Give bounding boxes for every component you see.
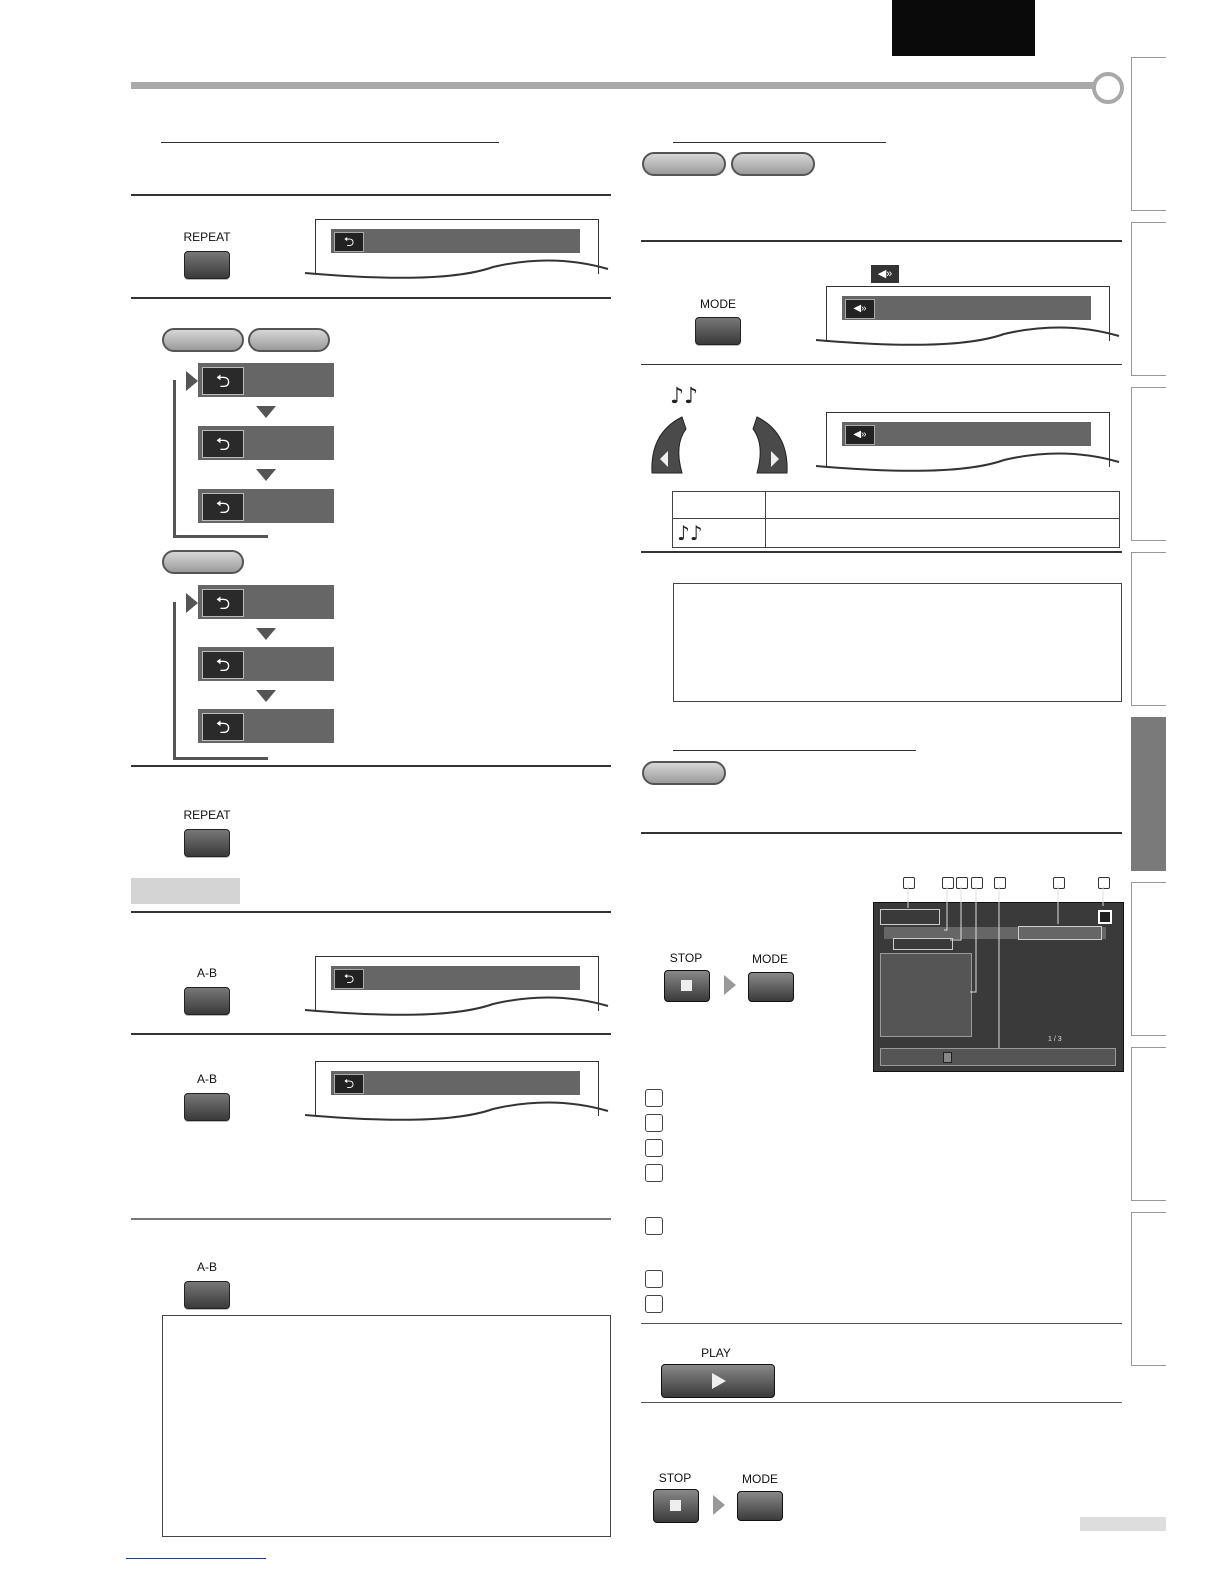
- mode-button-3[interactable]: [737, 1491, 783, 1521]
- left-heading-underline: [161, 142, 499, 143]
- table-row: [673, 492, 1120, 519]
- play-button[interactable]: [661, 1364, 775, 1398]
- right-rule-6: [641, 1402, 1122, 1403]
- mode-button-2[interactable]: [748, 972, 794, 1002]
- side-tab-3[interactable]: [1131, 387, 1166, 541]
- right-note-box: [673, 583, 1122, 702]
- repeat-arrow-icon: ⮌: [202, 713, 244, 741]
- table-row: [673, 519, 1120, 548]
- repeat-step-3: [198, 489, 334, 523]
- screen-curve: [303, 992, 613, 1022]
- disc-type-pill-6: [642, 761, 726, 785]
- legend-marker-5: [645, 1217, 663, 1235]
- side-tab-2[interactable]: [1131, 222, 1166, 376]
- down-arrow-icon: [256, 469, 276, 481]
- right-heading-underline-2: [673, 750, 916, 751]
- right-rule-4: [641, 832, 1122, 834]
- repeat-arrow-icon: ⮌: [334, 232, 364, 252]
- right-arrow-button[interactable]: [751, 415, 791, 475]
- disc-type-pill-3: [162, 550, 244, 574]
- then-arrow-icon: [724, 975, 736, 995]
- table-cell: [766, 492, 1120, 519]
- disc-type-pill-1: [162, 328, 244, 352]
- stop-label-1: STOP: [669, 951, 703, 965]
- legend-marker-4: [645, 1164, 663, 1182]
- ab-label-2: A-B: [196, 1072, 217, 1086]
- disc-type-pill-5: [731, 152, 815, 176]
- legend-marker-1: [645, 1089, 663, 1107]
- then-arrow-icon: [713, 1495, 725, 1515]
- right-heading-underline: [673, 142, 886, 143]
- down-arrow-icon: [256, 406, 276, 418]
- screen-curve: [303, 255, 613, 285]
- left-rule-3: [131, 765, 611, 767]
- stop-button-2[interactable]: [653, 1489, 699, 1523]
- stop-square-icon: [681, 980, 692, 991]
- footer-link-underline: [126, 1558, 266, 1559]
- repeat-arrow-icon: ⮌: [202, 589, 244, 617]
- stop-button-1[interactable]: [664, 970, 710, 1002]
- cycle-arrow-2: [186, 593, 198, 613]
- audio-speaker-icon: ◀»: [845, 299, 875, 319]
- repeat-label: REPEAT: [183, 230, 231, 244]
- audio-osd-bar-2: [842, 422, 1091, 446]
- mode-label-3: MODE: [742, 1472, 778, 1486]
- table-cell-music: ♪♪: [673, 519, 766, 548]
- repeat-arrow-icon: ⮌: [202, 367, 244, 395]
- ab-label-3: A-B: [196, 1260, 217, 1274]
- repeat-step-4: [198, 585, 334, 619]
- screen-curve: [814, 448, 1124, 478]
- screen-curve: [303, 1097, 613, 1127]
- right-rule-3: [641, 551, 1122, 553]
- repeat-arrow-icon: ⮌: [334, 969, 364, 989]
- ab-label-1: A-B: [196, 966, 217, 980]
- music-note-icon: ♪♪: [670, 384, 699, 409]
- cycle-arrow-1: [186, 371, 198, 391]
- disc-type-pill-2: [248, 328, 330, 352]
- section-heading-block: [131, 878, 240, 904]
- side-tab-1[interactable]: [1131, 57, 1166, 211]
- header-rule-circle: [1092, 72, 1124, 104]
- play-label: PLAY: [701, 1346, 731, 1360]
- file-list-page: 1 / 3: [1048, 1036, 1062, 1043]
- left-rule-2: [131, 297, 611, 299]
- repeat-step-2: [198, 426, 334, 460]
- repeat-step-6: [198, 709, 334, 743]
- header-black-tab: [892, 0, 1035, 56]
- audio-speaker-icon: ◀»: [845, 425, 875, 445]
- table-cell: [766, 519, 1120, 548]
- play-triangle-icon: [712, 1373, 726, 1389]
- side-tab-8[interactable]: [1131, 1212, 1166, 1366]
- legend-marker-7: [645, 1295, 663, 1313]
- repeat-button[interactable]: [184, 251, 230, 279]
- ab-button-3[interactable]: [184, 1281, 230, 1309]
- side-tab-5-active[interactable]: [1131, 717, 1166, 871]
- left-arrow-button[interactable]: [648, 415, 688, 475]
- legend-marker-6: [645, 1270, 663, 1288]
- ab-osd-bar-2: [331, 1071, 580, 1095]
- screen-curve: [814, 322, 1124, 352]
- repeat-step-5: [198, 647, 334, 681]
- header-rule: [131, 82, 1097, 89]
- stop-label-2: STOP: [658, 1471, 692, 1485]
- ab-button-2[interactable]: [184, 1093, 230, 1121]
- repeat-button-2[interactable]: [184, 829, 230, 857]
- table-cell: [673, 492, 766, 519]
- repeat-arrow-icon: ⮌: [334, 1074, 364, 1094]
- left-note-box: [162, 1315, 611, 1537]
- audio-osd-bar-1: [842, 296, 1091, 320]
- repeat-osd-bar: [331, 229, 580, 253]
- mode-label-1: MODE: [700, 297, 736, 311]
- left-rule-5: [131, 1033, 611, 1035]
- repeat-arrow-icon: ⮌: [202, 493, 244, 521]
- repeat-step-1: [198, 363, 334, 397]
- stop-square-icon: [670, 1500, 681, 1511]
- repeat-arrow-icon: ⮌: [202, 651, 244, 679]
- audio-speaker-icon: ◀»: [871, 265, 899, 283]
- repeat-label-2: REPEAT: [183, 808, 231, 822]
- page-number-bar: [1080, 1517, 1166, 1531]
- down-arrow-icon: [256, 690, 276, 702]
- right-rule-2: [641, 364, 1122, 365]
- left-rule-4: [131, 911, 611, 913]
- right-rule-5: [641, 1323, 1122, 1324]
- side-tab-4[interactable]: [1131, 552, 1166, 706]
- side-tab-6[interactable]: [1131, 882, 1166, 1036]
- audio-mode-table: [672, 491, 1120, 548]
- left-rule-6: [131, 1218, 611, 1220]
- down-arrow-icon: [256, 628, 276, 640]
- legend-marker-3: [645, 1139, 663, 1157]
- disc-type-pill-4: [642, 152, 726, 176]
- legend-marker-2: [645, 1114, 663, 1132]
- mode-button-1[interactable]: [695, 317, 741, 345]
- mode-label-2: MODE: [752, 952, 788, 966]
- right-rule-1: [641, 240, 1122, 242]
- ab-button-1[interactable]: [184, 987, 230, 1015]
- repeat-arrow-icon: ⮌: [202, 430, 244, 458]
- callout-lines: [870, 886, 1120, 1056]
- side-tab-7[interactable]: [1131, 1047, 1166, 1201]
- ab-osd-bar-1: [331, 966, 580, 990]
- left-rule-1: [131, 194, 611, 196]
